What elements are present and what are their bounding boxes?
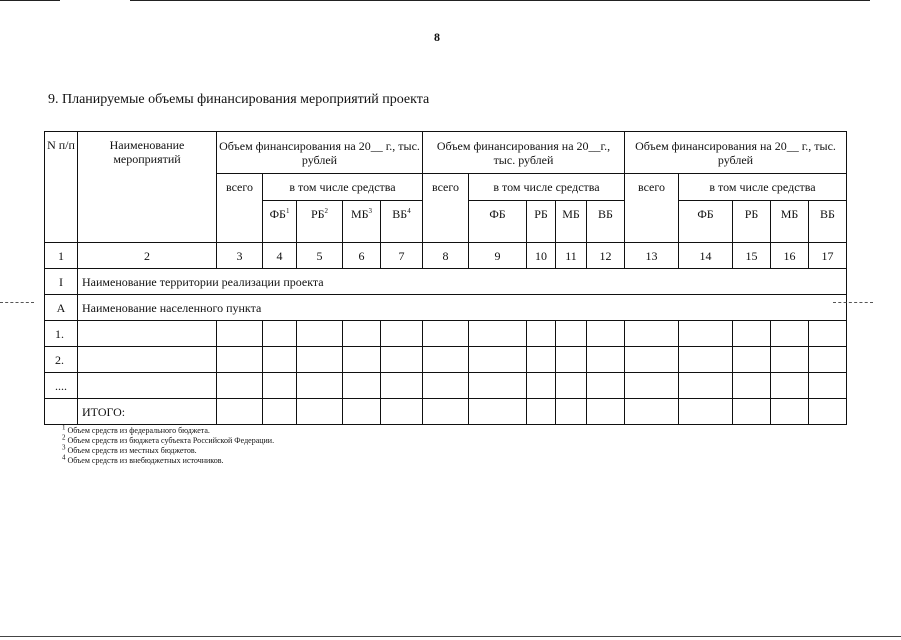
group-header-3: Объем финансирования на 20__ г., тыс. рублей bbox=[625, 132, 847, 174]
column-number: 5 bbox=[297, 243, 343, 269]
table-cell bbox=[217, 347, 263, 373]
table-cell bbox=[733, 373, 771, 399]
header-including-3: в том числе средства bbox=[679, 174, 847, 201]
table-cell bbox=[556, 399, 587, 425]
header-number: N п/п bbox=[45, 132, 78, 243]
table-cell bbox=[733, 399, 771, 425]
footnote-2: $^2$ Объем средств из бюджета субъекта Российской Федерации. bbox=[62, 433, 275, 445]
subheader-fb-3: ФБ bbox=[679, 201, 733, 243]
header-total-3: всего bbox=[625, 174, 679, 243]
column-number: 1 bbox=[45, 243, 78, 269]
table-cell bbox=[771, 321, 809, 347]
column-number: 9 bbox=[469, 243, 527, 269]
row-number bbox=[45, 399, 78, 425]
table-cell bbox=[297, 347, 343, 373]
table-row bbox=[45, 321, 847, 347]
table-cell bbox=[771, 399, 809, 425]
column-number: 2 bbox=[78, 243, 217, 269]
financing-table bbox=[44, 131, 847, 425]
table-cell bbox=[217, 321, 263, 347]
column-number-row bbox=[45, 243, 847, 269]
footnote-4: $^4$ Объем средств из внебюджетных источников. bbox=[62, 453, 224, 465]
table-row bbox=[45, 347, 847, 373]
column-number: 4 bbox=[263, 243, 297, 269]
subheader-mb-2: МБ bbox=[556, 201, 587, 243]
table-cell bbox=[343, 321, 381, 347]
table-cell bbox=[469, 373, 527, 399]
column-number: 7 bbox=[381, 243, 423, 269]
column-number: 13 bbox=[625, 243, 679, 269]
subheader-mb-3: МБ bbox=[771, 201, 809, 243]
table-cell bbox=[527, 321, 556, 347]
table-row bbox=[45, 399, 847, 425]
table-cell bbox=[469, 347, 527, 373]
subheader-fb-1: $ФБ^1$ bbox=[263, 201, 297, 243]
column-number: 16 bbox=[771, 243, 809, 269]
table-cell bbox=[809, 373, 847, 399]
row-number: .... bbox=[45, 373, 78, 399]
column-number: 17 bbox=[809, 243, 847, 269]
row-number: А bbox=[45, 295, 78, 321]
table-cell bbox=[625, 321, 679, 347]
table-cell bbox=[733, 347, 771, 373]
header-name: Наименование мероприятий bbox=[78, 132, 217, 243]
table-cell bbox=[423, 347, 469, 373]
table-cell bbox=[343, 347, 381, 373]
table-cell bbox=[263, 399, 297, 425]
table-cell bbox=[343, 399, 381, 425]
table-cell bbox=[263, 347, 297, 373]
table-cell bbox=[587, 373, 625, 399]
row-number: 2. bbox=[45, 347, 78, 373]
table-cell bbox=[297, 373, 343, 399]
table-cell bbox=[527, 347, 556, 373]
subheader-rb-2: РБ bbox=[527, 201, 556, 243]
table-cell bbox=[381, 321, 423, 347]
table-cell bbox=[556, 321, 587, 347]
column-number: 11 bbox=[556, 243, 587, 269]
group-header-2: Объем финансирования на 20__г., тыс. рублей bbox=[423, 132, 625, 174]
table-cell bbox=[809, 399, 847, 425]
table-cell bbox=[423, 399, 469, 425]
table-cell bbox=[263, 373, 297, 399]
table-cell bbox=[297, 399, 343, 425]
footnotes bbox=[62, 423, 275, 466]
table-cell bbox=[679, 373, 733, 399]
table-cell bbox=[809, 321, 847, 347]
table-cell bbox=[587, 399, 625, 425]
group-header-1: Объем финансирования на 20__ г., тыс. рублей bbox=[217, 132, 423, 174]
subheader-mb-1: $МБ^3$ bbox=[343, 201, 381, 243]
table-cell bbox=[587, 347, 625, 373]
table-cell bbox=[556, 347, 587, 373]
row-text bbox=[78, 373, 217, 399]
table-cell bbox=[809, 347, 847, 373]
scan-edge-top bbox=[0, 0, 901, 2]
scan-mark bbox=[0, 302, 34, 304]
table-cell bbox=[381, 373, 423, 399]
table-cell bbox=[469, 399, 527, 425]
table-cell bbox=[423, 321, 469, 347]
table-cell bbox=[343, 373, 381, 399]
header-row-1 bbox=[45, 132, 847, 174]
table-cell bbox=[381, 399, 423, 425]
row-text: Наименование территории реализации проекта bbox=[78, 269, 847, 295]
table-row bbox=[45, 295, 847, 321]
column-number: 15 bbox=[733, 243, 771, 269]
subheader-vb-2: ВБ bbox=[587, 201, 625, 243]
header-including-2: в том числе средства bbox=[469, 174, 625, 201]
scan-mark bbox=[833, 302, 873, 304]
column-number: 3 bbox=[217, 243, 263, 269]
table-cell bbox=[556, 373, 587, 399]
column-number: 6 bbox=[343, 243, 381, 269]
table-row bbox=[45, 269, 847, 295]
table-cell bbox=[527, 373, 556, 399]
table-cell bbox=[771, 373, 809, 399]
subheader-rb-3: РБ bbox=[733, 201, 771, 243]
table-cell bbox=[679, 321, 733, 347]
subheader-vb-3: ВБ bbox=[809, 201, 847, 243]
subheader-rb-1: $РБ^2$ bbox=[297, 201, 343, 243]
column-number: 12 bbox=[587, 243, 625, 269]
table-cell bbox=[423, 373, 469, 399]
table-cell bbox=[679, 399, 733, 425]
page-number: 8 bbox=[434, 30, 440, 44]
table-cell bbox=[217, 373, 263, 399]
row-number: 1. bbox=[45, 321, 78, 347]
footnote-1: $^1$ Объем средств из федерального бюджета. bbox=[62, 423, 210, 435]
column-number: 14 bbox=[679, 243, 733, 269]
table-cell bbox=[381, 347, 423, 373]
row-text bbox=[78, 347, 217, 373]
row-text bbox=[78, 321, 217, 347]
row-text: Наименование населенного пункта bbox=[78, 295, 847, 321]
table-cell bbox=[771, 347, 809, 373]
footnote-3: $^3$ Объем средств из местных бюджетов. bbox=[62, 443, 197, 455]
header-total-2: всего bbox=[423, 174, 469, 243]
header-including-1: в том числе средства bbox=[263, 174, 423, 201]
table-cell bbox=[625, 347, 679, 373]
table-row bbox=[45, 373, 847, 399]
table-cell bbox=[297, 321, 343, 347]
row-text: ИТОГО: bbox=[78, 399, 217, 425]
table-cell bbox=[263, 321, 297, 347]
table-cell bbox=[217, 399, 263, 425]
table-cell bbox=[587, 321, 625, 347]
table-cell bbox=[527, 399, 556, 425]
table-cell bbox=[625, 399, 679, 425]
header-total-1: всего bbox=[217, 174, 263, 243]
column-number: 10 bbox=[527, 243, 556, 269]
column-number: 8 bbox=[423, 243, 469, 269]
table-cell bbox=[733, 321, 771, 347]
section-title: 9. Планируемые объемы финансирования мероприятий проекта bbox=[48, 92, 430, 107]
row-number: I bbox=[45, 269, 78, 295]
subheader-fb-2: ФБ bbox=[469, 201, 527, 243]
subheader-vb-1: $ВБ^4$ bbox=[381, 201, 423, 243]
table-cell bbox=[625, 373, 679, 399]
scan-edge-bottom bbox=[0, 636, 901, 637]
table-cell bbox=[469, 321, 527, 347]
table-cell bbox=[679, 347, 733, 373]
